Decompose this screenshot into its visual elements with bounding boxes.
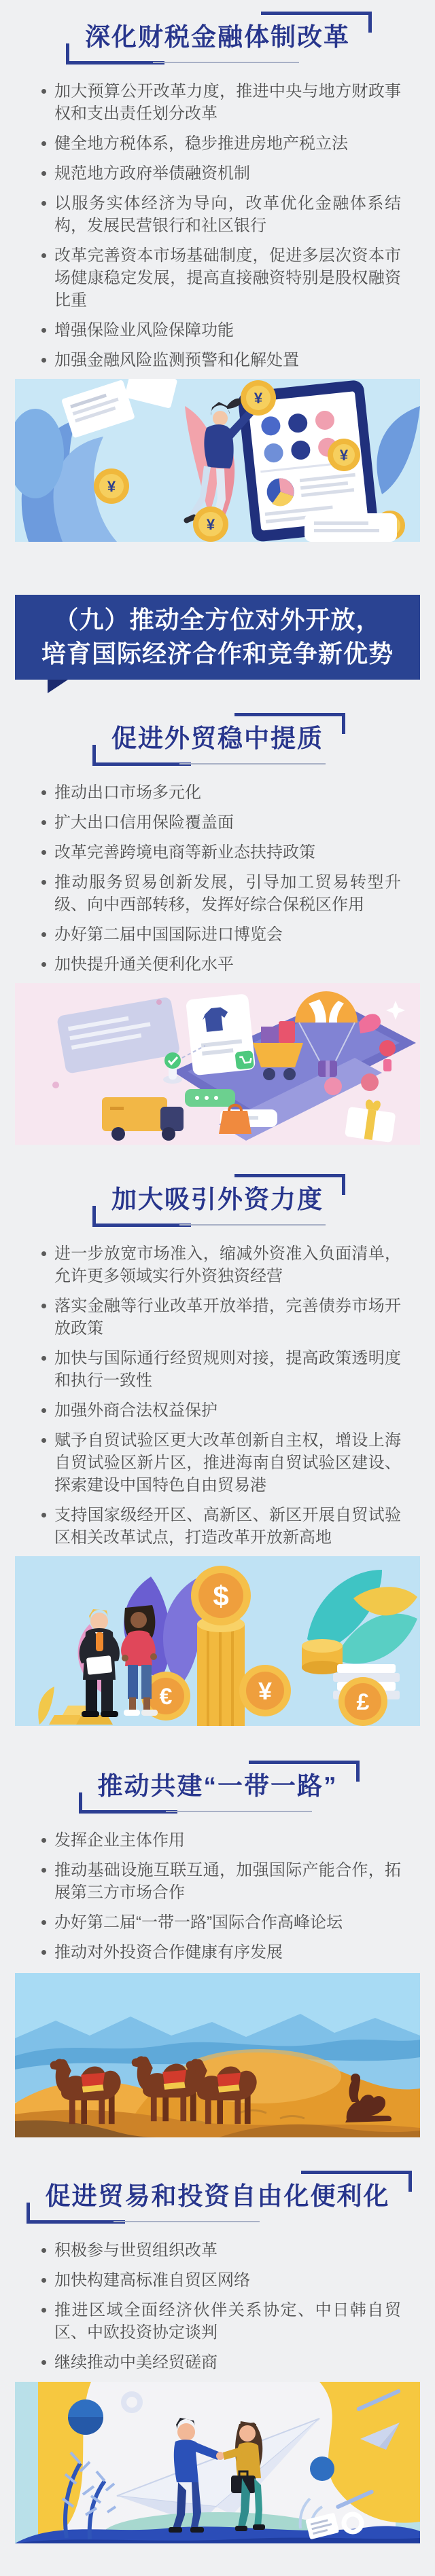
bullet-list-trade	[0, 781, 435, 976]
bullet-item: 加快构建高标准自贸区网络	[39, 2269, 401, 2292]
section-header-trade	[0, 710, 435, 768]
underline-decoration	[166, 1811, 312, 1812]
yen-coin-icon	[94, 468, 129, 504]
bullet-item: 改革完善跨境电商等新业态扶持政策	[39, 841, 401, 864]
section-title-text: 促进外贸稳中提质	[111, 724, 324, 752]
bullet-list-fiscal	[0, 80, 435, 371]
section-header-investment	[0, 1171, 435, 1229]
bullet-item: 加大预算公开改革力度，推进中央与地方财政事权和支出责任划分改革	[39, 80, 401, 125]
section-title-text: 加大吸引外资力度	[111, 1185, 324, 1213]
section-header-belt-road	[0, 1757, 435, 1816]
bullet-item: 办好第二届“一带一路”国际合作高峰论坛	[39, 1911, 401, 1934]
bullet-item: 扩大出口信用保险覆盖面	[39, 811, 401, 834]
chapter-banner	[15, 595, 420, 680]
section-title	[85, 22, 350, 52]
section-title-text: 推动共建“一带一路”	[97, 1771, 338, 1800]
section-header-liberalization	[0, 2167, 435, 2226]
bullet-item: 推动对外投资合作健康有序发展	[39, 1941, 401, 1964]
desert-camel-caravan-illustration	[15, 1973, 420, 2137]
bullet-item: 赋予自贸试验区更大改革创新自主权，增设上海自贸试验区新片区，推进海南自贸试验区建设、探索建设中国特色自由贸易港	[39, 1429, 401, 1496]
svg-text:¥: ¥	[206, 516, 215, 533]
infographic-page	[0, 8, 435, 2576]
bullet-item: 支持国家级经开区、高新区、新区开展自贸试验区相关改革试点，打造改革开放新高地	[39, 1504, 401, 1549]
svg-text:¥: ¥	[258, 1676, 273, 1705]
bullet-list-liberalization	[0, 2239, 435, 2374]
foreign-investment-coins-illustration	[15, 1556, 420, 1726]
yen-coin-icon	[241, 380, 276, 416]
svg-text:¥: ¥	[107, 478, 116, 495]
bullet-item: 推动出口市场多元化	[39, 781, 401, 804]
banner-tail-decoration	[48, 680, 68, 693]
section-header-fiscal	[0, 8, 435, 67]
section-title-text: 促进贸易和投资自由化便利化	[45, 2182, 390, 2210]
underline-decoration	[114, 2221, 260, 2222]
underline-decoration	[153, 62, 299, 63]
banner-line-2: 培育国际经济合作和竞争新优势	[41, 640, 394, 668]
finance-data-tablet-illustration	[15, 379, 420, 542]
bullet-item: 落实金融等行业改革开放举措，完善债券市场开放政策	[39, 1295, 401, 1340]
section-title	[111, 1185, 324, 1215]
bullet-item: 推进区域全面经济伙伴关系协定、中日韩自贸区、中欧投资协定谈判	[39, 2299, 401, 2344]
bullet-item: 推动基础设施互联互通，加强国际产能合作，拓展第三方市场合作	[39, 1859, 401, 1904]
svg-text:$: $	[213, 1579, 229, 1612]
yen-coin-icon	[193, 507, 228, 542]
underline-decoration	[179, 1224, 326, 1226]
bullet-item: 办好第二届中国国际进口博览会	[39, 923, 401, 946]
bullet-list-investment	[0, 1243, 435, 1549]
svg-text:£: £	[356, 1689, 370, 1715]
yen-coin-icon	[328, 439, 360, 471]
section-title-text: 深化财税金融体制改革	[85, 22, 350, 51]
product-card	[186, 993, 256, 1075]
section-title	[111, 724, 324, 754]
bullet-item: 规范地方政府举债融资机制	[39, 162, 401, 185]
underline-decoration	[179, 763, 326, 765]
dollar-coin-icon	[191, 1566, 251, 1625]
section-title	[98, 1771, 338, 1801]
bullet-item: 积极参与世贸组织改革	[39, 2239, 401, 2262]
yen-coin-icon	[239, 1665, 291, 1716]
section-title	[46, 2182, 390, 2211]
bullet-item: 以服务实体经济为导向，改革优化金融体系结构，发展民营银行和社区银行	[39, 192, 401, 237]
bullet-item: 加强外商合法权益保护	[39, 1399, 401, 1422]
bullet-item: 继续推动中美经贸磋商	[39, 2351, 401, 2374]
bullet-item: 健全地方税体系，稳步推进房地产税立法	[39, 132, 401, 155]
bullet-item: 推动服务贸易创新发展，引导加工贸易转型升级、向中西部转移，发挥好综合保税区作用	[39, 871, 401, 916]
coin-stack	[302, 1639, 343, 1674]
coin-column	[197, 1616, 245, 1726]
bullet-list-belt-road	[0, 1829, 435, 1964]
ecommerce-shipping-illustration	[15, 983, 420, 1145]
bullet-item: 加快与国际通行经贸规则对接，提高政策透明度和执行一致性	[39, 1347, 401, 1392]
bullet-item: 加强金融风险监测预警和化解处置	[39, 349, 401, 371]
bullet-item: 进一步放宽市场准入，缩减外资准入负面清单，允许更多领域实行外资独资经营	[39, 1243, 401, 1287]
bullet-item: 改革完善资本市场基础制度，促进多层次资本市场健康稳定发展，提高直接融资特别是股权融资比重	[39, 244, 401, 312]
bullet-item: 增强保险业风险保障功能	[39, 319, 401, 342]
banner-line-1: （九）推动全方位对外开放，	[54, 606, 381, 633]
svg-text:¥: ¥	[254, 390, 263, 407]
svg-text:€: €	[159, 1683, 173, 1710]
bullet-item: 加快提升通关便利化水平	[39, 953, 401, 976]
pound-coin-icon	[338, 1677, 387, 1726]
bullet-item: 发挥企业主体作用	[39, 1829, 401, 1852]
handshake-cooperation-illustration	[15, 2382, 420, 2543]
svg-text:¥: ¥	[339, 447, 349, 464]
